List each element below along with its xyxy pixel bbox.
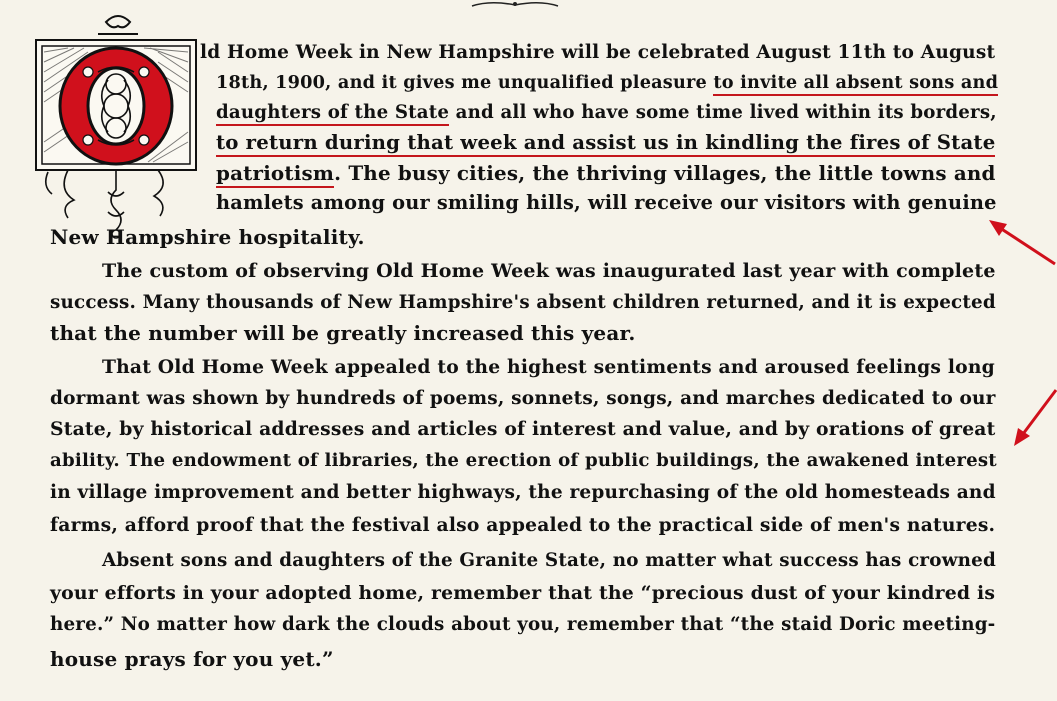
text-span: ability. The endowment of libraries, the erection of public buildings, the awakened interest	[50, 450, 997, 471]
ornamental-initial-icon	[28, 12, 208, 242]
text-line	[50, 288, 995, 318]
text-span: . The busy cities, the thriving villages, the little towns and	[334, 161, 996, 185]
text-line	[50, 318, 995, 348]
text-line	[50, 510, 995, 540]
red-arrow-icon	[1010, 388, 1057, 448]
text-line	[50, 446, 995, 476]
underlined-text: patriotism	[216, 161, 334, 188]
text-line	[50, 222, 995, 252]
text-span: here.” No matter how dark the clouds about you, remember that “the staid Doric meeting-	[50, 614, 996, 635]
text-line	[50, 414, 995, 444]
text-line: ld Home Week in New Hampshire will be celebrated August 11th to August	[200, 42, 996, 63]
text-line	[50, 478, 995, 508]
text-span: that the number will be greatly increased this year.	[50, 321, 636, 345]
text-span: your efforts in your adopted home, remember that the “precious dust of your kindred is	[50, 582, 996, 604]
text-span: success. Many thousands of New Hampshire's absent children returned, and it is expected	[50, 292, 996, 313]
underlined-text: to return during that week and assist us in kindling the fires of State	[216, 131, 995, 157]
text-span: The custom of observing Old Home Week was inaugurated last year with complete	[102, 260, 996, 282]
text-span: New Hampshire hospitality.	[50, 225, 365, 249]
text-span: house prays for you yet.”	[50, 647, 334, 671]
text-span: farms, afford proof that the festival also appealed to the practical side of men's natures.	[50, 514, 996, 536]
text-span: hamlets among our smiling hills, will receive our visitors with genuine	[216, 191, 997, 214]
text-span: and all who have some time lived within its borders,	[449, 102, 997, 123]
text-line	[216, 188, 996, 218]
text-line	[102, 256, 995, 286]
text-line	[216, 68, 999, 98]
text-line	[200, 38, 995, 68]
text-span: dormant was shown by hundreds of poems, sonnets, songs, and marches dedicated to our	[50, 388, 996, 409]
text-span: That Old Home Week appealed to the highest sentiments and aroused feelings long	[102, 356, 995, 378]
text-line	[50, 384, 995, 414]
text-span: 18th, 1900, and it gives me unqualified pleasure	[216, 72, 714, 93]
text-line	[216, 128, 996, 158]
underlined-text: daughters of the State	[216, 102, 449, 126]
text-line	[216, 98, 996, 128]
text-line	[216, 158, 996, 188]
text-span: State, by historical addresses and articles of interest and value, and by orations of great	[50, 418, 996, 440]
text-span: Absent sons and daughters of the Granite State, no matter what success has crowned	[102, 550, 997, 571]
top-ornament-icon	[470, 0, 560, 8]
text-line	[50, 644, 995, 674]
text-span: in village improvement and better highways, the repurchasing of the old homesteads and	[50, 482, 996, 503]
text-line	[50, 610, 995, 640]
underlined-text: to invite all absent sons and	[713, 72, 998, 96]
text-line	[102, 352, 995, 382]
red-arrow-icon	[985, 218, 1057, 278]
text-line	[102, 546, 995, 576]
text-line	[50, 578, 995, 608]
